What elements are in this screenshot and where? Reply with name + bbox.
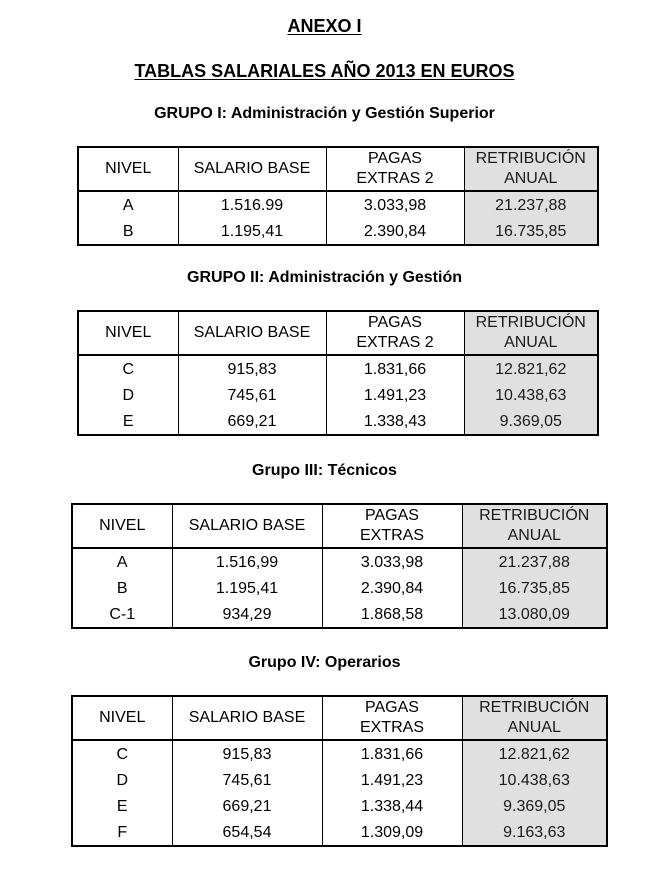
table-row — [72, 548, 607, 575]
header-pagas-extras: PAGAS EXTRAS — [322, 696, 462, 740]
table-row — [78, 355, 598, 382]
cell-pagas-extras: 1.338,43 — [326, 408, 464, 435]
cell-pagas-extras: 3.033,98 — [322, 548, 462, 575]
cell-salario-base: 1.195,41 — [172, 575, 322, 601]
group-3-table — [71, 503, 608, 629]
table-row — [72, 767, 607, 793]
cell-retribucion-anual: 13.080,09 — [462, 601, 607, 628]
header-salario-base: SALARIO BASE — [178, 311, 326, 355]
group-4-heading: Grupo IV: Operarios — [248, 654, 401, 671]
cell-nivel: F — [117, 823, 128, 841]
cell-nivel: C — [116, 745, 129, 763]
header-salario-base: SALARIO BASE — [172, 696, 322, 740]
cell-nivel: E — [122, 412, 134, 430]
table-row — [72, 575, 607, 601]
table-header-row — [78, 147, 598, 191]
cell-nivel: B — [116, 579, 128, 597]
header-retribucion-anual: RETRIBUCIÓN ANUAL — [464, 147, 598, 191]
cell-nivel: D — [122, 386, 135, 404]
cell-pagas-extras: 1.491,23 — [326, 382, 464, 408]
cell-retribucion-anual: 21.237,88 — [462, 548, 607, 575]
table-header-row — [72, 696, 607, 740]
cell-pagas-extras: 1.338,44 — [322, 793, 462, 819]
header-retribucion-anual: RETRIBUCIÓN ANUAL — [462, 504, 607, 548]
cell-retribucion-anual: 9.369,05 — [464, 408, 598, 435]
group-1-heading: GRUPO I: Administración y Gestión Superior — [154, 105, 495, 122]
cell-salario-base: 1.516,99 — [172, 548, 322, 575]
table-row — [78, 382, 598, 408]
cell-retribucion-anual: 12.821,62 — [462, 740, 607, 767]
table-row — [78, 218, 598, 245]
cell-retribucion-anual: 9.369,05 — [462, 793, 607, 819]
cell-pagas-extras: 1.831,66 — [322, 740, 462, 767]
header-nivel: NIVEL — [72, 504, 172, 548]
cell-nivel: A — [122, 196, 134, 214]
cell-retribucion-anual: 10.438,63 — [462, 767, 607, 793]
group-2-heading: GRUPO II: Administración y Gestión — [187, 269, 462, 286]
cell-retribucion-anual: 12.821,62 — [464, 355, 598, 382]
annex-title: ANEXO I — [287, 16, 362, 36]
cell-pagas-extras: 3.033,98 — [326, 191, 464, 218]
group-4-table — [71, 695, 608, 847]
cell-salario-base: 934,29 — [172, 601, 322, 628]
cell-nivel: C-1 — [109, 605, 136, 623]
cell-pagas-extras: 1.868,58 — [322, 601, 462, 628]
header-pagas-extras: PAGAS EXTRAS — [322, 504, 462, 548]
header-retribucion-anual: RETRIBUCIÓN ANUAL — [462, 696, 607, 740]
table-row — [72, 793, 607, 819]
table-row — [72, 819, 607, 846]
cell-salario-base: 1.195,41 — [178, 218, 326, 245]
cell-salario-base: 669,21 — [172, 793, 322, 819]
header-nivel: NIVEL — [72, 696, 172, 740]
header-pagas-extras: PAGAS EXTRAS 2 — [326, 311, 464, 355]
header-retribucion-anual: RETRIBUCIÓN ANUAL — [464, 311, 598, 355]
table-row — [78, 408, 598, 435]
table-header-row — [78, 311, 598, 355]
cell-nivel: A — [116, 553, 128, 571]
cell-salario-base: 745,61 — [178, 382, 326, 408]
header-pagas-extras: PAGAS EXTRAS 2 — [326, 147, 464, 191]
table-row — [72, 740, 607, 767]
document-title: TABLAS SALARIALES AÑO 2013 EN EUROS — [134, 61, 515, 81]
table-header-row — [72, 504, 607, 548]
group-1-table — [77, 146, 599, 246]
cell-retribucion-anual: 9.163,63 — [462, 819, 607, 846]
group-3-heading: Grupo III: Técnicos — [252, 462, 397, 479]
cell-nivel: C — [122, 360, 135, 378]
cell-retribucion-anual: 21.237,88 — [464, 191, 598, 218]
cell-pagas-extras: 1.309,09 — [322, 819, 462, 846]
cell-nivel: D — [116, 771, 129, 789]
cell-salario-base: 654,54 — [172, 819, 322, 846]
cell-salario-base: 915,83 — [172, 740, 322, 767]
header-nivel: NIVEL — [78, 311, 178, 355]
cell-retribucion-anual: 16.735,85 — [464, 218, 598, 245]
cell-nivel: E — [116, 797, 128, 815]
cell-retribucion-anual: 16.735,85 — [462, 575, 607, 601]
cell-salario-base: 1.516.99 — [178, 191, 326, 218]
table-row — [78, 191, 598, 218]
header-salario-base: SALARIO BASE — [172, 504, 322, 548]
header-nivel: NIVEL — [78, 147, 178, 191]
header-salario-base: SALARIO BASE — [178, 147, 326, 191]
cell-pagas-extras: 2.390,84 — [326, 218, 464, 245]
cell-nivel: B — [122, 222, 134, 240]
cell-salario-base: 669,21 — [178, 408, 326, 435]
cell-pagas-extras: 2.390,84 — [322, 575, 462, 601]
cell-retribucion-anual: 10.438,63 — [464, 382, 598, 408]
cell-pagas-extras: 1.491,23 — [322, 767, 462, 793]
table-row — [72, 601, 607, 628]
cell-salario-base: 915,83 — [178, 355, 326, 382]
cell-pagas-extras: 1.831,66 — [326, 355, 464, 382]
cell-salario-base: 745,61 — [172, 767, 322, 793]
group-2-table — [77, 310, 599, 436]
